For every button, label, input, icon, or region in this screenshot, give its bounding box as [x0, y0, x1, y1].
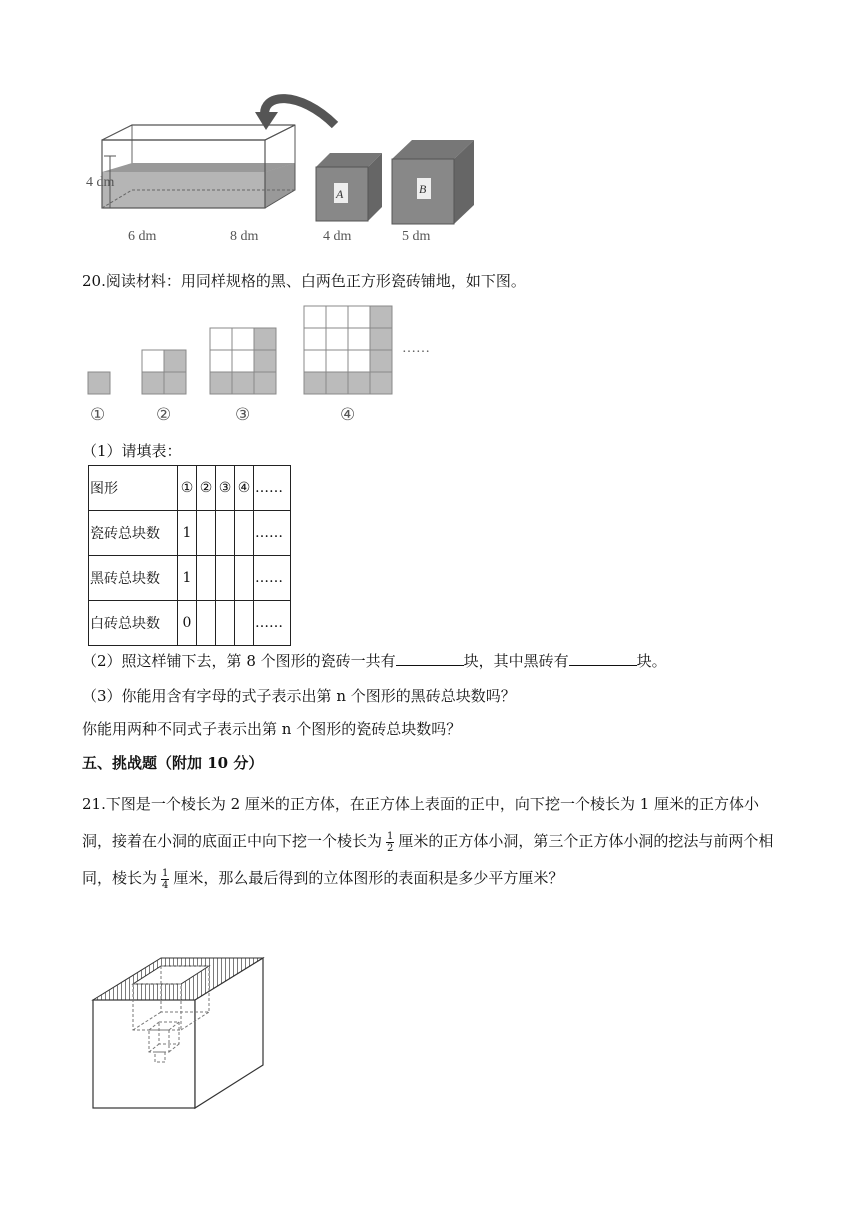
- q21-text-c: 厘米，那么最后得到的立体图形的表面积是多少平方厘米？: [173, 869, 564, 887]
- table-cell: 图形: [89, 466, 178, 511]
- label-cube-a: 4 dm: [323, 229, 352, 244]
- label-cube-b: 5 dm: [402, 229, 431, 244]
- table-cell-blank[interactable]: [216, 556, 235, 601]
- fraction-quarter: [161, 868, 169, 891]
- q20-intro: 20.阅读材料：用同样规格的黑、白两色正方形瓷砖铺地，如下图。: [82, 272, 526, 290]
- table-cell: 0: [178, 601, 197, 646]
- answer-blank-black[interactable]: [569, 651, 637, 666]
- fraction-denominator: 2: [387, 842, 394, 854]
- fraction-numerator: 1: [162, 867, 169, 879]
- pattern-label-1: ①: [90, 405, 106, 424]
- fraction-half: [386, 831, 394, 854]
- curved-arrow-icon: [265, 99, 335, 125]
- pattern-label-2: ②: [156, 405, 172, 424]
- cube-a-label: A: [336, 187, 344, 201]
- q21-text: [82, 786, 782, 897]
- fraction-denominator: 4: [162, 879, 169, 891]
- table-cell-blank[interactable]: [197, 601, 216, 646]
- hollowed-cube-figure: [85, 950, 285, 1115]
- table-cell: ①: [178, 466, 197, 511]
- table-cell: 1: [178, 511, 197, 556]
- label-width: 6 dm: [128, 229, 157, 244]
- table-cell-blank[interactable]: [235, 511, 254, 556]
- q21-text-b: 厘米的正方体小洞，第三个正方体小洞的挖法与前两个相同，棱长为: [82, 832, 774, 887]
- table-row: [89, 511, 291, 556]
- table-cell: ……: [254, 556, 291, 601]
- tile-patterns-figure: [82, 300, 462, 430]
- table-cell: 瓷砖总块数: [89, 511, 178, 556]
- q20-part2-text-c: 块。: [636, 652, 667, 670]
- label-length: 8 dm: [230, 229, 259, 244]
- table-cell-blank[interactable]: [197, 556, 216, 601]
- cube-b-label: B: [419, 182, 427, 196]
- table-cell: 黑砖总块数: [89, 556, 178, 601]
- table-cell: ……: [254, 601, 291, 646]
- q20-part2-text-a: （2）照这样铺下去，第 8 个图形的瓷砖一共有: [82, 652, 396, 670]
- table-row: [89, 556, 291, 601]
- table-cell: ②: [197, 466, 216, 511]
- q20-part2: [82, 650, 667, 671]
- table-cell: ④: [235, 466, 254, 511]
- section-title: 五、挑战题（附加 10 分）: [82, 754, 264, 772]
- table-cell-blank[interactable]: [235, 601, 254, 646]
- pattern-label-4: ④: [340, 405, 356, 424]
- table-row: [89, 601, 291, 646]
- tile-count-table: [88, 465, 291, 646]
- table-cell: ③: [216, 466, 235, 511]
- label-height: 4 dm: [86, 175, 115, 190]
- pattern-label-3: ③: [235, 405, 251, 424]
- arrow-head-icon: [255, 112, 278, 130]
- q20-part4: 你能用两种不同式子表示出第 n 个图形的瓷砖总块数吗？: [82, 720, 462, 738]
- fraction-numerator: 1: [387, 830, 394, 842]
- tank-cubes-figure: [80, 90, 500, 250]
- pattern-ellipsis: ……: [402, 341, 430, 356]
- table-cell-blank[interactable]: [197, 511, 216, 556]
- q21-text-a: 21.下图是一个棱长为 2 厘米的正方体，在正方体上表面的正中，向下挖一个棱长为 1 厘米的正方体小洞，接着在小洞的底面正中向下挖一个棱长为: [82, 795, 760, 850]
- table-cell: ……: [254, 511, 291, 556]
- answer-blank-total[interactable]: [396, 651, 464, 666]
- table-cell: ……: [254, 466, 291, 511]
- table-cell-blank[interactable]: [235, 556, 254, 601]
- table-cell-blank[interactable]: [216, 511, 235, 556]
- table-cell: 白砖总块数: [89, 601, 178, 646]
- q20-part3: （3）你能用含有字母的式子表示出第 n 个图形的黑砖总块数吗？: [82, 687, 516, 705]
- q20-part2-text-b: 块，其中黑砖有: [463, 652, 569, 670]
- table-row: [89, 466, 291, 511]
- table-cell-blank[interactable]: [216, 601, 235, 646]
- table-cell: 1: [178, 556, 197, 601]
- q20-part1: （1）请填表：: [82, 442, 182, 460]
